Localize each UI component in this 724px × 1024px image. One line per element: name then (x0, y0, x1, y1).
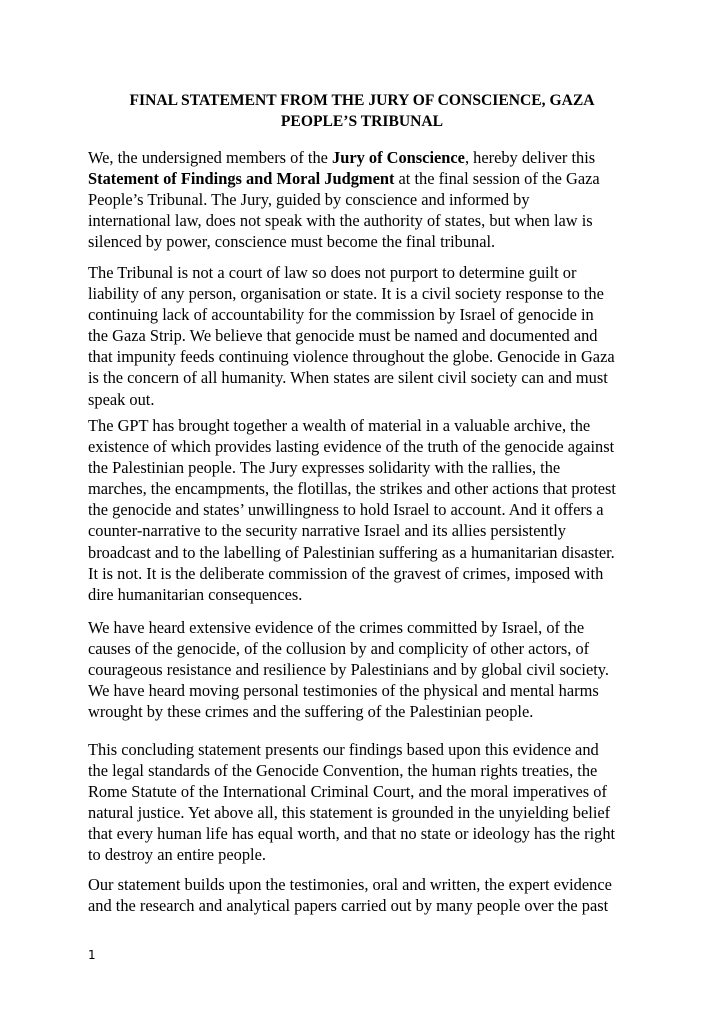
paragraph-line: It is not. It is the deliberate commission of the gravest of crimes, imposed with (88, 563, 604, 583)
paragraph-line: that impunity feeds continuing violence throughout the globe. Genocide in Gaza (88, 347, 615, 367)
paragraph-line: the Gaza Strip. We believe that genocide must be named and documented and (88, 326, 598, 346)
paragraph-line: is the concern of all humanity. When states are silent civil society can and must (88, 368, 608, 388)
paragraph-line: People’s Tribunal. The Jury, guided by conscience and informed by (88, 190, 530, 210)
text-run: We, the undersigned members of the (88, 148, 333, 167)
paragraph-line: the Palestinian people. The Jury expresses solidarity with the rallies, the (88, 458, 561, 478)
paragraph-concluding-statement (88, 739, 648, 866)
paragraph-line: international law, does not speak with the authority of states, but when law is (88, 211, 593, 231)
paragraph-line: counter-narrative to the security narrative Israel and its allies persistently (88, 521, 567, 541)
paragraph-line: liability of any person, organisation or state. It is a civil society response to the (88, 284, 604, 304)
paragraph-line: We have heard extensive evidence of the crimes committed by Israel, of the (88, 618, 585, 637)
paragraph-line: The GPT has brought together a wealth of material in a valuable archive, the (88, 416, 591, 435)
paragraph-line: marches, the encampments, the flotillas, the strikes and other actions that protest (88, 479, 616, 499)
paragraph-line (88, 147, 648, 168)
paragraph-line: Rome Statute of the International Criminal Court, and the moral imperatives of (88, 782, 607, 802)
paragraph-line: The Tribunal is not a court of law so does not purport to determine guilt or (88, 263, 577, 282)
paragraph-line: We have heard moving personal testimonies of the physical and mental harms (88, 681, 599, 701)
paragraph-line: dire humanitarian consequences. (88, 584, 303, 604)
paragraph-line: that every human life has equal worth, and that no state or ideology has the right (88, 824, 616, 844)
paragraph-line: causes of the genocide, of the collusion by and complicity of other actors, of (88, 639, 590, 659)
paragraph-line: Our statement builds upon the testimonies, oral and written, the expert evidence (88, 875, 612, 894)
paragraph-line: speak out. (88, 389, 155, 409)
paragraph-line: to destroy an entire people. (88, 845, 266, 865)
paragraph-line: and the research and analytical papers carried out by many people over the past (88, 896, 609, 916)
paragraph-line (88, 168, 648, 189)
page-number: 1 (88, 948, 96, 962)
paragraph-line: wrought by these crimes and the suffering of the Palestinian people. (88, 702, 534, 722)
paragraph-line: natural justice. Yet above all, this statement is grounded in the unyielding belief (88, 803, 611, 823)
paragraph-gpt-archive (88, 415, 648, 605)
paragraph-line: This concluding statement presents our findings based upon this evidence and (88, 740, 599, 759)
paragraph-line: courageous resistance and resilience by Palestinians and by global civil society. (88, 660, 610, 680)
paragraph-line: existence of which provides lasting evidence of the truth of the genocide against (88, 437, 615, 457)
title-line-1: FINAL STATEMENT FROM THE JURY OF CONSCIENCE, GAZA (129, 92, 595, 109)
paragraph-line: the genocide and states’ unwillingness to hold Israel to account. And it offers a (88, 500, 604, 520)
title-line-2: PEOPLE’S TRIBUNAL (280, 113, 444, 130)
paragraph-line: continuing lack of accountability for the commission by Israel of genocide in (88, 305, 594, 325)
jury-of-conscience-bold: Jury of Conscience (332, 148, 465, 167)
paragraph-line: broadcast and to the labelling of Palestinian suffering as a humanitarian disaster. (88, 542, 615, 562)
text-run: at the final session of the Gaza (394, 169, 600, 189)
paragraph-line: silenced by power, conscience must become the final tribunal. (88, 232, 496, 252)
paragraph-tribunal-role (88, 262, 648, 410)
paragraph-evidence-heard (88, 617, 648, 722)
document-title (88, 90, 636, 132)
statement-of-findings-bold: Statement of Findings and Moral Judgment (88, 169, 395, 189)
paragraph-statement-builds (88, 874, 648, 916)
text-run: , hereby deliver this (464, 148, 596, 167)
paragraph-intro (88, 147, 648, 252)
paragraph-line: the legal standards of the Genocide Convention, the human rights treaties, the (88, 761, 598, 781)
